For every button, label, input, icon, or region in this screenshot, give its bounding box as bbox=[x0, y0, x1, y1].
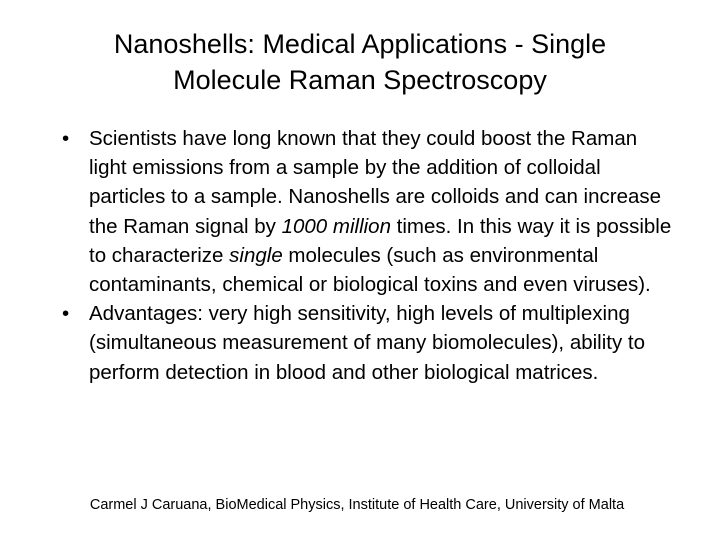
bullet-dot-icon: • bbox=[62, 127, 70, 150]
slide-title-line-1: Nanoshells: Medical Applications - Single bbox=[113, 29, 607, 59]
bullet-text-advantages: Advantages: very high sensitivity, high levels of multiplexing (simultaneous measurement of many biomolecules), ability to perform detection in blood and other biological matrices. bbox=[89, 302, 646, 384]
bullet-italic-single: single bbox=[229, 243, 283, 267]
bullet-item-advantages bbox=[62, 299, 672, 387]
bullet-item-raman bbox=[62, 124, 672, 299]
bullet-text-part-2: times. In this way it is possible to characterize bbox=[89, 214, 672, 267]
bullet-dot-icon: • bbox=[62, 302, 70, 326]
slide-title bbox=[20, 26, 700, 98]
bullet-text-part-3: molecules (such as environmental contaminants, chemical or biological toxins and even viruses). bbox=[89, 243, 651, 297]
slide-title-line-2: Molecule Raman Spectroscopy bbox=[173, 65, 547, 95]
bullet-list bbox=[62, 124, 672, 387]
bullet-text-part-1: Scientists have long known that they could boost the Raman light emissions from a sample by the addition of colloidal particles to a sample. Nanoshells are colloids and can increase the Raman signal by bbox=[89, 127, 662, 238]
slide-footer: Carmel J Caruana, BioMedical Physics, Institute of Health Care, University of Malta bbox=[89, 497, 625, 513]
bullet-italic-1000-million: 1000 million bbox=[281, 214, 391, 238]
